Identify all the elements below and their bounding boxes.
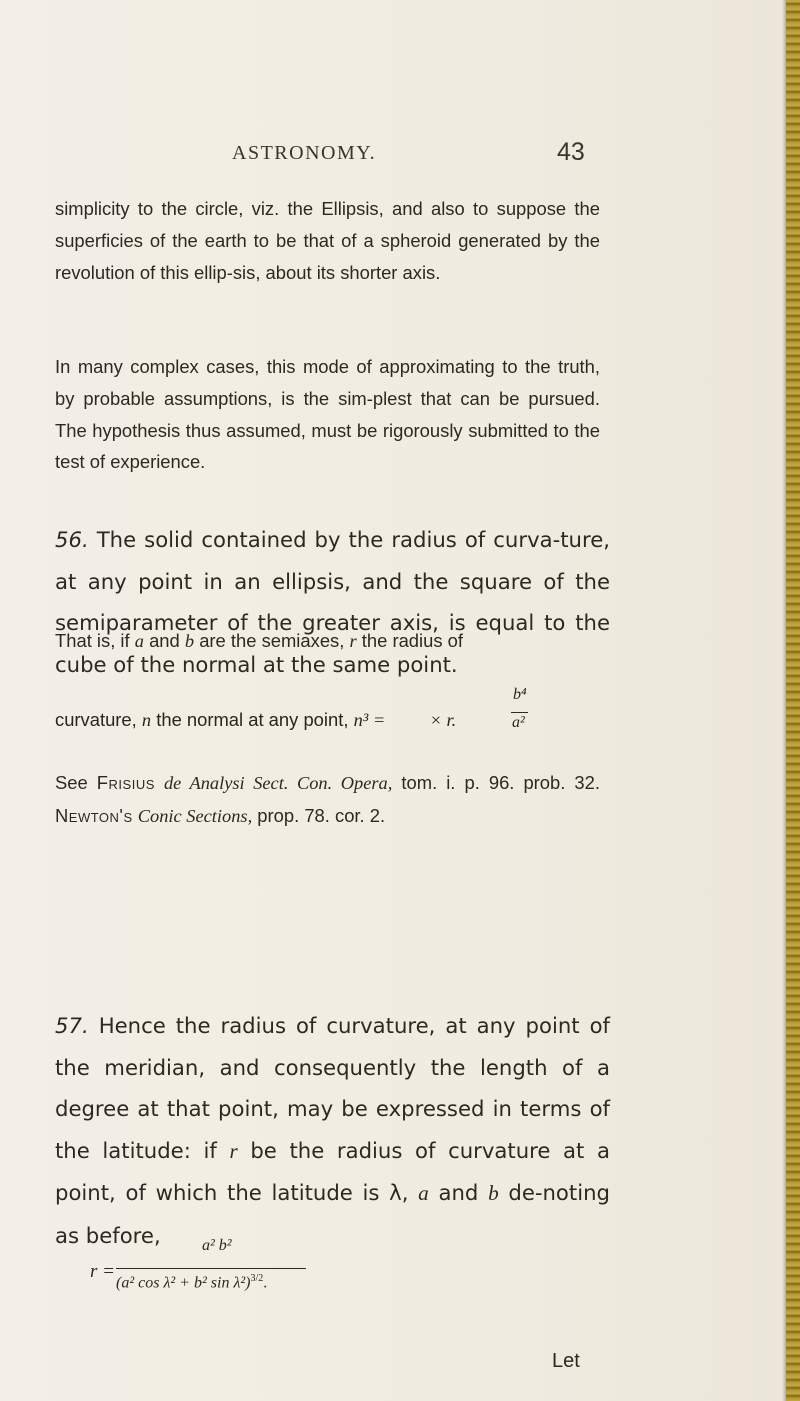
running-title: ASTRONOMY. [232, 142, 377, 164]
text-fragment: the radius of [361, 630, 463, 651]
variable-n: n [141, 710, 152, 730]
gilt-page-edge [786, 0, 800, 1401]
denominator-exponent: 3/2 [250, 1273, 264, 1284]
author-frisius: Frisius [96, 772, 155, 793]
text-fragment: and [438, 1180, 479, 1205]
curvature-formula [90, 1237, 450, 1327]
work-title: de Analysi Sect. Con. Opera, [163, 773, 393, 793]
fraction-denominator: a² [512, 714, 525, 731]
section-57-statement [55, 1005, 610, 1256]
formula-end: . [263, 1274, 268, 1292]
equation-lhs: n³ = [353, 710, 386, 730]
page-number: 43 [557, 138, 585, 166]
section-56-statement [55, 519, 610, 685]
paragraph-continuation: simplicity to the circle, viz. the Ellipsis, and also to suppose the superficies of the earth to be that of a spheroid generated by the revolution of this ellip-sis, about its shorter axis. [55, 198, 600, 283]
section-56-equation-line [55, 704, 456, 737]
formula-fraction-bar [116, 1268, 306, 1269]
formula-numerator: a² b² [202, 1237, 232, 1254]
text-fragment: the normal at any point, [156, 709, 349, 730]
variable-a: a [134, 631, 144, 651]
work-title: Conic Sections, [137, 805, 253, 826]
section-56-references [55, 767, 600, 833]
denominator-expression: (a² cos λ² + b² sin λ²) [116, 1274, 251, 1292]
fraction-numerator: b⁴ [513, 686, 527, 703]
text-fragment: are the semiaxes, [199, 630, 345, 651]
section-56-explanation [55, 625, 600, 658]
equation-rhs: × r. [429, 710, 457, 730]
formula-lhs: r = [90, 1261, 115, 1282]
text-fragment: de-noting as before, [55, 1180, 610, 1248]
section-56-text: The solid contained by the radius of curva-ture, at any point in an ellipsis, and the square of the semiparameter of the greater axis, is equal to the cube of the normal at the same point. [55, 527, 610, 677]
variable-b: b [184, 631, 195, 651]
variable-r: r [349, 631, 357, 651]
text-fragment: prop. 78. cor. 2. [257, 804, 386, 826]
running-head [0, 138, 786, 168]
variable-b: b [488, 1181, 499, 1205]
variable-a: a [418, 1181, 429, 1205]
catchword: Let [552, 1350, 580, 1372]
formula-denominator [116, 1273, 267, 1292]
section-56-number: 56. [55, 527, 89, 552]
paragraph-approximation: In many complex cases, this mode of approximating to the truth, by probable assumptions, is the sim-plest that can be pursued. The hypothesis thus assumed, must be rigorously submitted to the test of experience. [55, 356, 600, 473]
fraction-bar [511, 712, 528, 713]
text-fragment: That is, if [55, 630, 130, 651]
variable-r: r [229, 1138, 238, 1163]
text-fragment: be the radius of curvature at a point, of which the latitude is λ, [55, 1137, 610, 1205]
text-fragment: Hence the radius of curvature, at any point of the meridian, and consequently the length of a degree at that point, may be expressed in terms of the latitude: if [55, 1013, 610, 1163]
text-fragment: See [55, 772, 88, 793]
text-fragment: curvature, [55, 709, 137, 730]
author-newton: Newton's [55, 804, 133, 826]
section-57-number: 57. [55, 1013, 89, 1038]
text-fragment: tom. i. p. 96. prob. 32. [401, 772, 600, 793]
text-fragment: and [149, 630, 180, 651]
normal-fraction [500, 686, 540, 746]
